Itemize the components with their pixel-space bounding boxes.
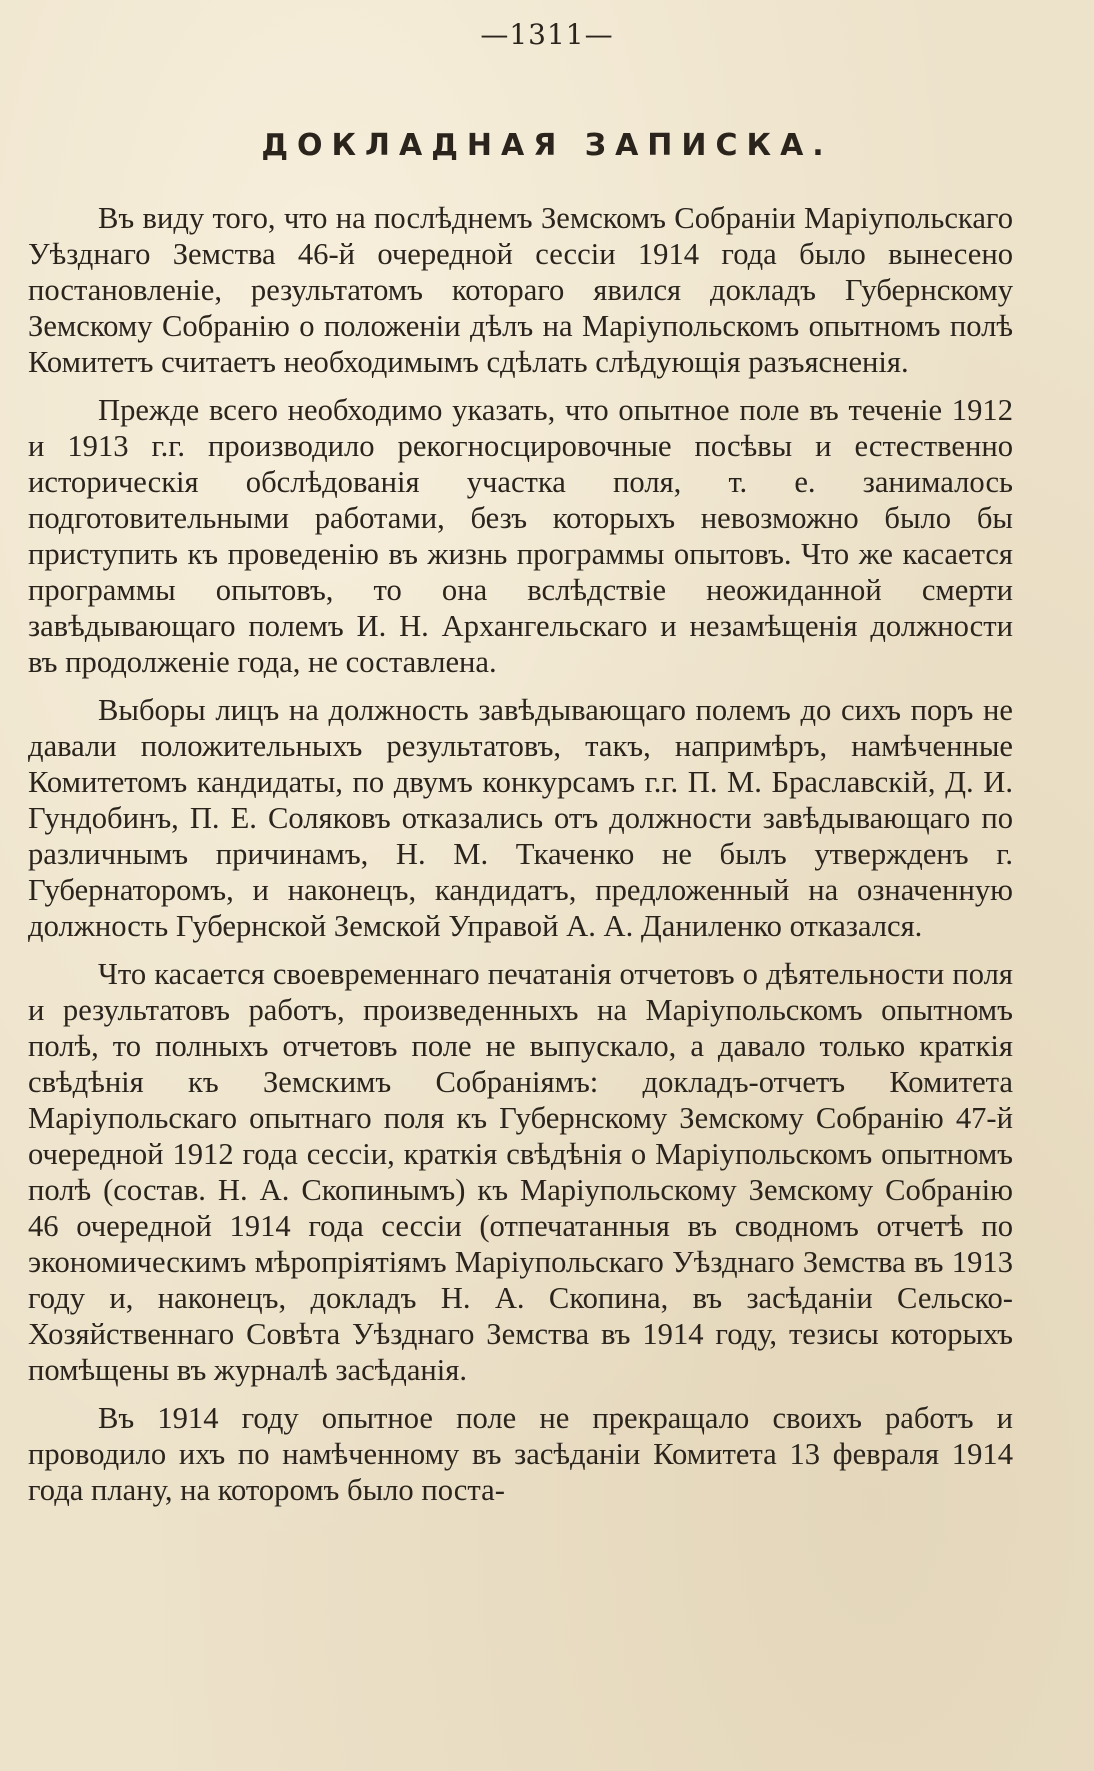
paragraph-1: Въ виду того, что на послѣднемъ Земскомъ Собраніи Маріупольскаго Уѣзднаго Земства 46-й очередной сессіи 1914 года было вынесено постановленіе, результатомъ котораго явился докладъ Губернскому Земскому Собранію о положеніи дѣлъ на Маріупольскомъ опытномъ полѣ Комитетъ считаетъ необходимымъ сдѣлать слѣдующія разъясненія. xyxy=(28,201,1013,379)
document-body xyxy=(28,200,1013,1520)
paragraph-2: Прежде всего необходимо указать, что опытное поле въ теченіе 1912 и 1913 г.г. производило рекогносцировочные посѣвы и естественно историческія обслѣдованія участка поля, т. е. занималось подготовительными работами, безъ которыхъ невозможно было бы приступить къ проведенію въ жизнь программы опытовъ. Что же касается программы опытовъ, то она вслѣдствіе неожиданной смерти завѣдывающаго полемъ И. Н. Архангельскаго и незамѣщенія должности въ продолженіе года, не составлена. xyxy=(28,393,1013,679)
paragraph-3: Выборы лицъ на должность завѣдывающаго полемъ до сихъ поръ не давали положительныхъ результатовъ, такъ, напримѣръ, намѣченные Комитетомъ кандидаты, по двумъ конкурсамъ г.г. П. М. Браславскій, Д. И. Гундобинъ, П. Е. Соляковъ отказались отъ должности завѣдывающаго по различнымъ причинамъ, Н. М. Ткаченко не былъ утвержденъ г. Губернаторомъ, и наконецъ, кандидатъ, предложенный на означенную должность Губернской Земской Управой А. А. Даниленко отказался. xyxy=(28,693,1013,943)
paragraph-4: Что касается своевременнаго печатанія отчетовъ о дѣятельности поля и результатовъ работъ, произведенныхъ на Маріупольскомъ опытномъ полѣ, то полныхъ отчетовъ поле не выпускало, а давало только краткія свѣдѣнія къ Земскимъ Собраніямъ: докладъ-отчетъ Комитета Маріупольскаго опытнаго поля къ Губернскому Земскому Собранію 47-й очередной 1912 года сессіи, краткія свѣдѣнія о Маріупольскомъ опытномъ полѣ (состав. Н. А. Скопинымъ) къ Маріупольскому Земскому Собранію 46 очередной 1914 года сессіи (отпечатанныя въ сводномъ отчетѣ по экономическимъ мѣропріятіямъ Маріупольскаго Уѣзднаго Земства въ 1913 году и, наконецъ, докладъ Н. А. Скопина, въ засѣданіи Сельско-Хозяйственнаго Совѣта Уѣзднаго Земства въ 1914 году, тезисы которыхъ помѣщены въ журналѣ засѣданія. xyxy=(28,957,1013,1387)
page-number: —1311— xyxy=(480,18,614,51)
document-title: ДОКЛАДНАЯ ЗАПИСКА. xyxy=(261,128,833,163)
paragraph-5: Въ 1914 году опытное поле не прекращало своихъ работъ и проводило ихъ по намѣченному въ засѣданіи Комитета 13 февраля 1914 года плану, на которомъ было поста- xyxy=(28,1401,1013,1507)
